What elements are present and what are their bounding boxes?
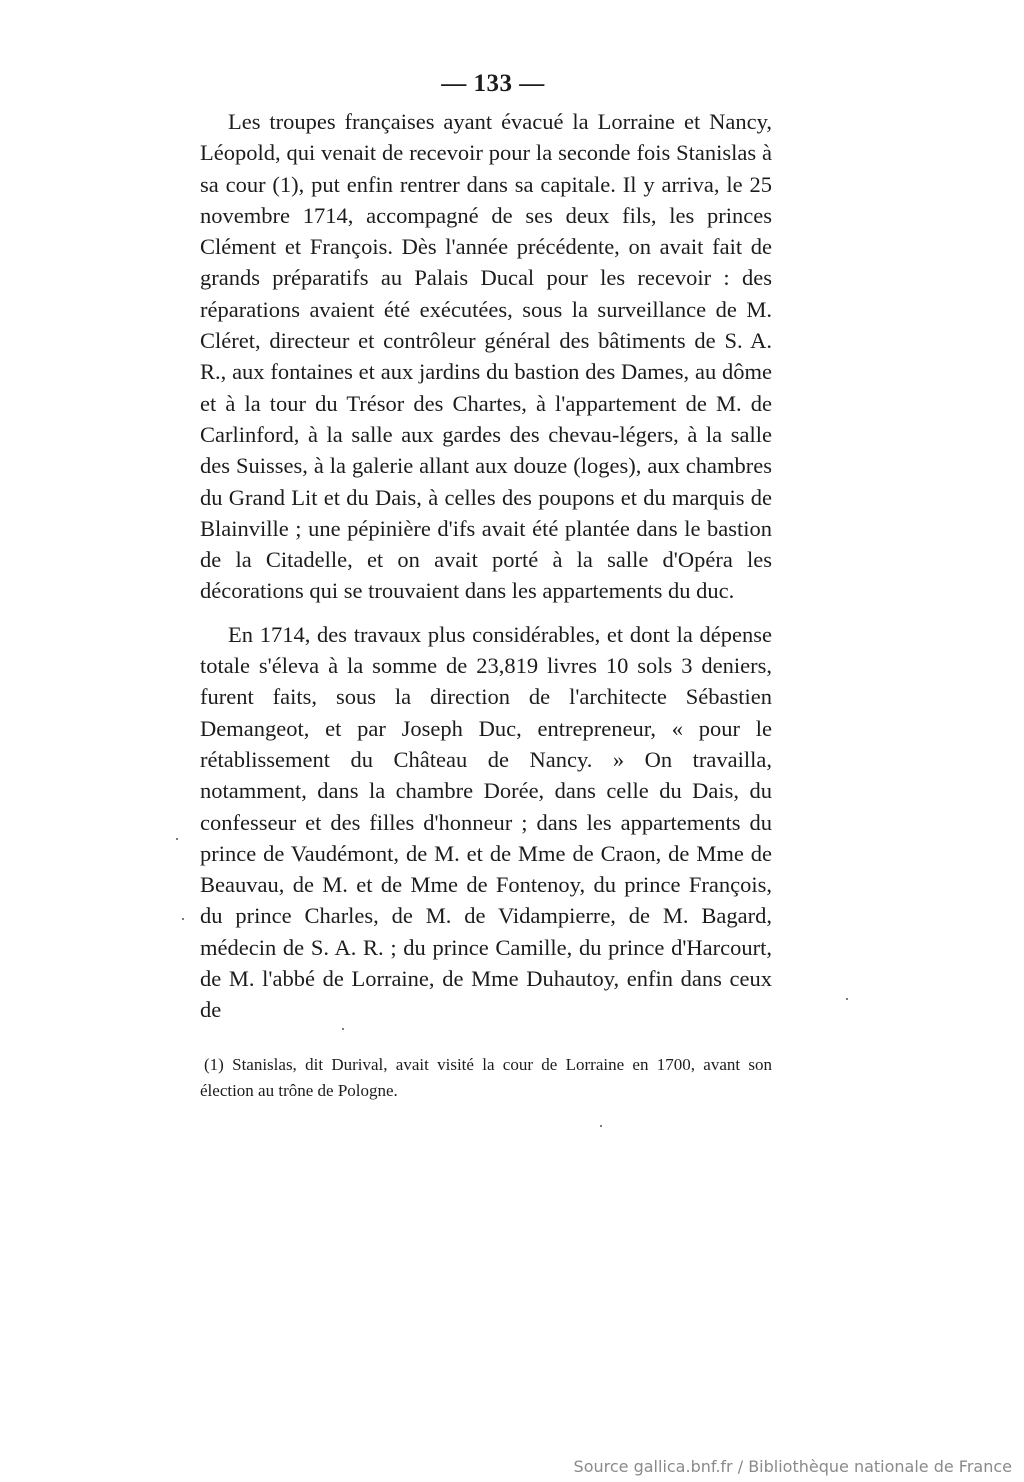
paragraph-2: En 1714, des travaux plus considérables, et dont la dépense totale s'éleva à la somme de 23,819 livres 10 sols 3 deniers, furent faits, sous la direction de l'architecte Sébastien Demangeot, et par Joseph Duc, entrepreneur, « pour le rétablissement du Château de Nancy. » On travailla, notamment, dans la chambre Dorée, dans celle du Dais, du confesseur et des filles d'honneur ; dans les appartements du prince de Vaudémont, de M. et de Mme de Craon, de Mme de Beauvau, de M. et de Mme de Fontenoy, du prince François, du prince Charles, de M. de Vidampierre, de M. Bagard, médecin de S. A. R. ; du prince Camille, du prince d'Harcourt, de M. l'abbé de Lorraine, de Mme Duhautoy, enfin dans ceux de — [200, 621, 772, 1023]
scan-speck — [176, 838, 178, 840]
page-number: — 133 — — [441, 70, 545, 97]
body-text — [200, 106, 772, 1026]
scan-speck — [846, 998, 848, 1000]
scan-speck — [600, 1125, 602, 1127]
source-credit: Source gallica.bnf.fr / Bibliothèque nationale de France — [573, 1457, 1012, 1476]
scan-speck — [342, 1028, 344, 1030]
scan-speck — [182, 918, 184, 920]
footnote — [200, 1052, 772, 1104]
footnote-text: (1) Stanislas, dit Durival, avait visité la cour de Lorraine en 1700, avant son élection au trône de Pologne. — [200, 1055, 772, 1100]
paragraph-1: Les troupes françaises ayant évacué la Lorraine et Nancy, Léopold, qui venait de recevoir pour la seconde fois Stanislas à sa cour (1), put enfin rentrer dans sa capitale. Il y arriva, le 25 novembre 1714, accompagné de ses deux fils, les princes Clément et François. Dès l'année précédente, on avait fait de grands préparatifs au Palais Ducal pour les recevoir : des réparations avaient été exécutées, sous la surveillance de M. Cléret, directeur et contrôleur général des bâtiments de S. A. R., aux fontaines et aux jardins du bastion des Dames, au dôme et à la tour du Trésor des Chartes, à l'appartement de M. de Carlinford, à la salle aux gardes des chevau-légers, à la salle des Suisses, à la galerie allant aux douze (loges), aux chambres du Grand Lit et du Dais, à celles des poupons et du marquis de Blainville ; une pépinière d'ifs avait été plantée dans le bastion de la Citadelle, et on avait porté à la salle d'Opéra les décorations qui se trouvaient dans les appartements du duc. — [200, 109, 772, 604]
